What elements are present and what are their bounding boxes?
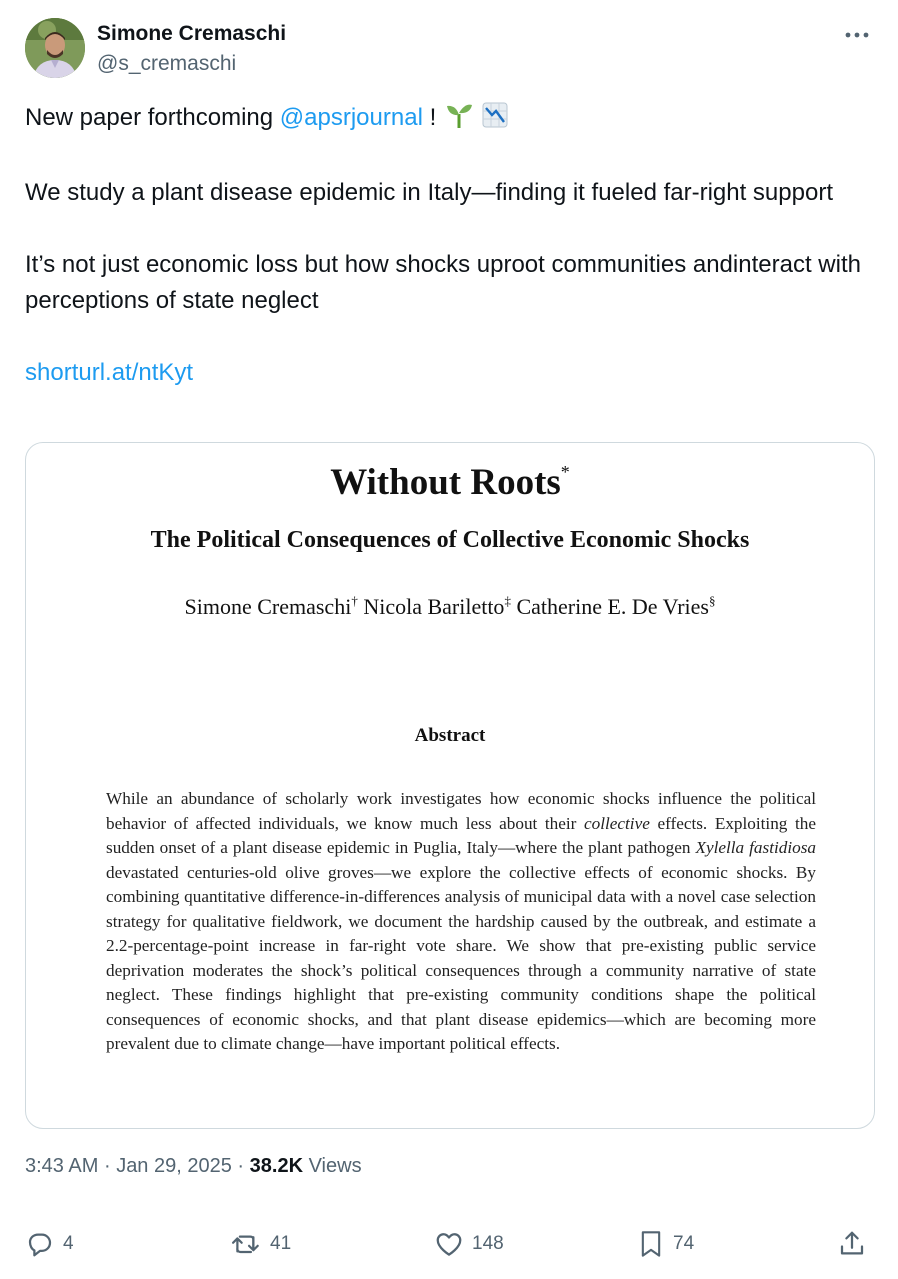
abstract-italic-pathogen: Xylella fastidiosa [695, 838, 816, 857]
paper-subtitle: The Political Consequences of Collective Economic Shocks [150, 527, 750, 553]
tweet-time[interactable]: 3:43 AM [25, 1155, 99, 1177]
abstract-italic-collective: collective [584, 813, 650, 833]
tweet-header [25, 18, 875, 82]
like-icon [434, 1229, 464, 1259]
seedling-emoji-icon [445, 102, 473, 139]
paper-author-2: Nicola Bariletto [363, 594, 505, 619]
abstract-part-1: While an abundance of scholarly work investigates how economic shocks influence the political behavior of affected individuals, we know much less about their [106, 789, 816, 833]
like-count: 148 [472, 1233, 504, 1254]
tweet-text [25, 100, 875, 391]
action-bar [25, 1224, 875, 1264]
meta-separator-1: · [103, 1155, 111, 1177]
author-name[interactable]: Simone Cremaschi [97, 22, 287, 45]
avatar[interactable] [25, 18, 85, 78]
share-button[interactable] [837, 1224, 867, 1264]
tweet-line-1-suffix: ! [422, 104, 437, 131]
paper-image-card[interactable] [25, 442, 875, 1129]
paper-authors [26, 593, 874, 620]
paper-title-mark: * [560, 462, 570, 482]
views-count: 38.2K [249, 1155, 304, 1177]
reply-icon [25, 1229, 55, 1259]
reply-count: 4 [63, 1233, 74, 1254]
tweet-paragraph-2: We study a plant disease epidemic in Italy—finding it fueled far-right support [25, 179, 833, 206]
tweet-date[interactable]: Jan 29, 2025 [116, 1155, 232, 1177]
views-label: Views [308, 1155, 362, 1177]
repost-icon [230, 1229, 262, 1259]
author-handle[interactable]: @s_cremaschi [97, 52, 237, 75]
repost-count: 41 [270, 1233, 292, 1254]
abstract-body [106, 787, 816, 1057]
like-button[interactable] [434, 1224, 504, 1264]
abstract-heading: Abstract [414, 725, 486, 746]
paper-title-text: Without Roots [330, 462, 561, 503]
abstract-part-3: devastated centuries-old olive groves—we explore the collective effects of economic shocks. By combining quantitative difference-in-differences analysis of municipal data with a novel case selection strategy for qualitative fieldwork, we document the hardship caused by the outbreak, and estimate a 2.2-percentage-point increase in far-right vote share. We show that pre-existing public service deprivation moderates the shock’s political consequences through a community narrative of state neglect. These findings highlight that pre-existing community conditions shape the political consequences of economic shocks, and that plant disease epidemics—which are becoming more prevalent due to climate change—have important political effects. [106, 862, 816, 1053]
bookmark-button[interactable] [637, 1224, 694, 1264]
paper-author-1: Simone Cremaschi [184, 594, 352, 619]
paper-author-3: Catherine E. De Vries [516, 594, 709, 619]
share-icon [837, 1229, 867, 1259]
repost-button[interactable] [230, 1224, 291, 1264]
bookmark-count: 74 [673, 1233, 695, 1254]
reply-button[interactable] [25, 1224, 74, 1264]
short-link[interactable]: shorturl.at/ntKyt [25, 359, 194, 386]
tweet-paragraph-3: It’s not just economic loss but how shocks uproot communities andinteract with perceptions of state neglect [25, 251, 861, 314]
bookmark-icon [637, 1228, 665, 1260]
tweet-line-1-prefix: New paper forthcoming [25, 104, 280, 131]
more-icon[interactable] [841, 22, 873, 46]
paper-author-1-mark: † [351, 593, 358, 608]
paper-author-2-mark: ‡ [504, 593, 511, 608]
meta-separator-2: · [237, 1155, 245, 1177]
tweet-line-1 [25, 100, 875, 139]
paper-author-3-mark: § [708, 593, 716, 608]
mention-link[interactable]: @apsrjournal [279, 104, 423, 131]
abstract-part-2: effects. Exploiting the sudden onset of a plant disease epidemic in Puglia, Italy—where the plant pathogen [106, 813, 816, 857]
tweet-meta [25, 1155, 362, 1178]
chart-decreasing-icon [482, 102, 508, 139]
paper-title [26, 461, 874, 504]
